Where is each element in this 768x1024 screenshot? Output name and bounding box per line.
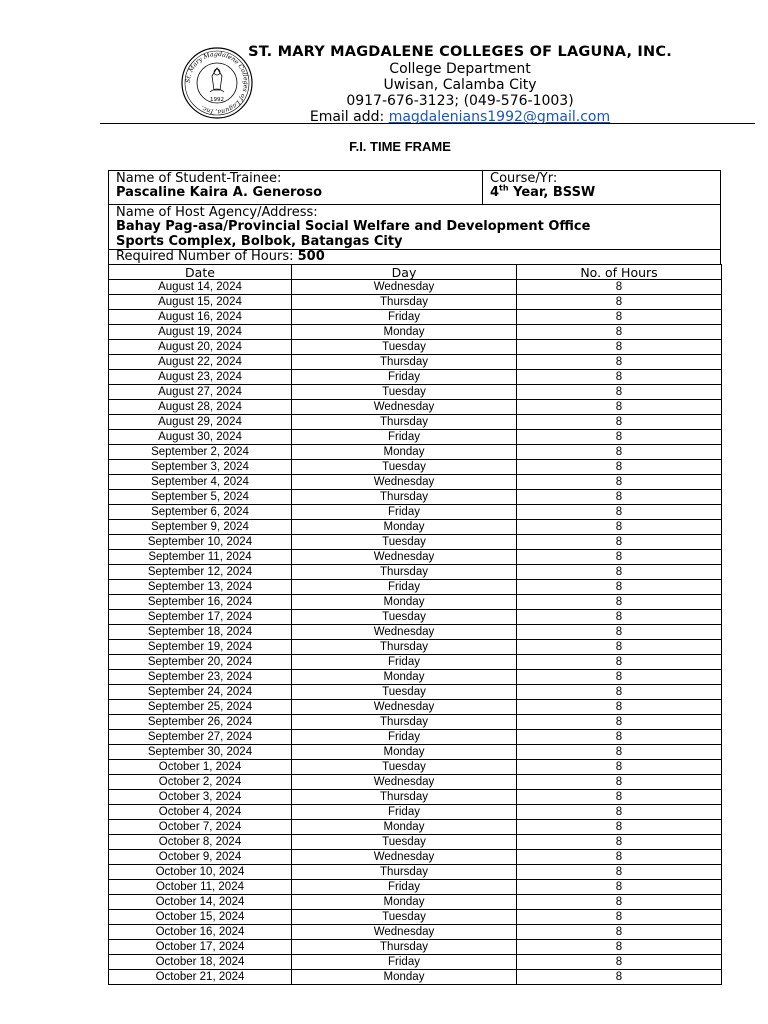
- cell-day: Thursday: [292, 415, 517, 430]
- table-row: [109, 865, 722, 880]
- cell-date: August 28, 2024: [109, 400, 292, 415]
- table-row: [109, 880, 722, 895]
- cell-hours: 8: [517, 610, 722, 625]
- cell-date: October 8, 2024: [109, 835, 292, 850]
- cell-day: Monday: [292, 895, 517, 910]
- cell-day: Friday: [292, 955, 517, 970]
- table-row: [109, 820, 722, 835]
- cell-hours: 8: [517, 415, 722, 430]
- cell-date: August 19, 2024: [109, 325, 292, 340]
- cell-date: September 19, 2024: [109, 640, 292, 655]
- table-row: [109, 730, 722, 745]
- table-row: [109, 475, 722, 490]
- cell-hours: 8: [517, 385, 722, 400]
- cell-hours: 8: [517, 895, 722, 910]
- cell-hours: 8: [517, 400, 722, 415]
- cell-hours: 8: [517, 730, 722, 745]
- cell-date: September 30, 2024: [109, 745, 292, 760]
- cell-date: September 24, 2024: [109, 685, 292, 700]
- cell-hours: 8: [517, 595, 722, 610]
- column-header-day: Day: [292, 265, 517, 280]
- cell-hours: 8: [517, 475, 722, 490]
- contact-phones: 0917-676-3123; (049-576-1003): [346, 93, 574, 109]
- cell-date: October 21, 2024: [109, 970, 292, 985]
- trainee-name-label: Name of Student-Trainee:: [116, 171, 282, 186]
- cell-day: Tuesday: [292, 910, 517, 925]
- cell-date: October 2, 2024: [109, 775, 292, 790]
- cell-hours: 8: [517, 550, 722, 565]
- cell-day: Friday: [292, 580, 517, 595]
- cell-date: September 25, 2024: [109, 700, 292, 715]
- cell-hours: 8: [517, 565, 722, 580]
- table-row: [109, 460, 722, 475]
- table-row: [109, 685, 722, 700]
- table-row: [109, 715, 722, 730]
- cell-day: Thursday: [292, 715, 517, 730]
- cell-date: September 5, 2024: [109, 490, 292, 505]
- table-row: [109, 790, 722, 805]
- cell-hours: 8: [517, 490, 722, 505]
- cell-date: August 20, 2024: [109, 340, 292, 355]
- table-row: [109, 955, 722, 970]
- table-row: [109, 340, 722, 355]
- cell-hours: 8: [517, 670, 722, 685]
- cell-date: October 16, 2024: [109, 925, 292, 940]
- cell-day: Monday: [292, 445, 517, 460]
- schedule-body: [109, 280, 722, 985]
- cell-day: Monday: [292, 970, 517, 985]
- table-row: [109, 625, 722, 640]
- cell-date: September 3, 2024: [109, 460, 292, 475]
- table-row: [109, 670, 722, 685]
- cell-day: Thursday: [292, 790, 517, 805]
- table-row: [109, 430, 722, 445]
- institution-address: Uwisan, Calamba City: [383, 77, 537, 93]
- cell-day: Tuesday: [292, 685, 517, 700]
- cell-date: October 7, 2024: [109, 820, 292, 835]
- cell-day: Wednesday: [292, 850, 517, 865]
- schedule-table: [108, 264, 722, 985]
- cell-day: Monday: [292, 595, 517, 610]
- required-hours-line: [116, 250, 325, 264]
- host-agency-box: [108, 204, 721, 250]
- cell-date: September 4, 2024: [109, 475, 292, 490]
- course-year-label: Course/Yr:: [490, 171, 558, 186]
- cell-date: October 4, 2024: [109, 805, 292, 820]
- cell-date: August 27, 2024: [109, 385, 292, 400]
- header-divider: [100, 123, 755, 124]
- cell-date: October 18, 2024: [109, 955, 292, 970]
- table-row: [109, 610, 722, 625]
- cell-hours: 8: [517, 835, 722, 850]
- cell-hours: 8: [517, 700, 722, 715]
- cell-hours: 8: [517, 535, 722, 550]
- department-name: College Department: [389, 61, 531, 77]
- trainee-name-cell: [109, 171, 483, 204]
- cell-date: August 23, 2024: [109, 370, 292, 385]
- cell-hours: 8: [517, 850, 722, 865]
- cell-hours: 8: [517, 625, 722, 640]
- cell-day: Thursday: [292, 865, 517, 880]
- cell-hours: 8: [517, 430, 722, 445]
- column-header-hours: No. of Hours: [517, 265, 722, 280]
- cell-day: Wednesday: [292, 280, 517, 295]
- cell-day: Friday: [292, 880, 517, 895]
- table-row: [109, 895, 722, 910]
- cell-hours: 8: [517, 790, 722, 805]
- cell-date: September 18, 2024: [109, 625, 292, 640]
- host-agency-label: Name of Host Agency/Address:: [116, 205, 318, 220]
- cell-day: Monday: [292, 745, 517, 760]
- cell-day: Tuesday: [292, 385, 517, 400]
- cell-date: October 17, 2024: [109, 940, 292, 955]
- cell-day: Tuesday: [292, 340, 517, 355]
- email-label: Email add:: [309, 109, 385, 125]
- required-hours-value: 500: [297, 249, 325, 264]
- table-row: [109, 550, 722, 565]
- cell-date: August 22, 2024: [109, 355, 292, 370]
- cell-hours: 8: [517, 820, 722, 835]
- table-row: [109, 295, 722, 310]
- cell-date: September 2, 2024: [109, 445, 292, 460]
- cell-day: Wednesday: [292, 625, 517, 640]
- cell-day: Tuesday: [292, 610, 517, 625]
- cell-day: Thursday: [292, 490, 517, 505]
- cell-hours: 8: [517, 970, 722, 985]
- cell-day: Friday: [292, 805, 517, 820]
- table-row: [109, 745, 722, 760]
- letterhead-text: [240, 44, 680, 125]
- cell-date: August 14, 2024: [109, 280, 292, 295]
- cell-day: Monday: [292, 820, 517, 835]
- cell-date: August 30, 2024: [109, 430, 292, 445]
- table-row: [109, 940, 722, 955]
- cell-day: Friday: [292, 430, 517, 445]
- cell-day: Thursday: [292, 355, 517, 370]
- seal-year: 1992: [210, 97, 224, 103]
- cell-day: Monday: [292, 520, 517, 535]
- email-link[interactable]: magdalenians1992@gmail.com: [388, 109, 611, 125]
- table-row: [109, 370, 722, 385]
- cell-day: Thursday: [292, 295, 517, 310]
- cell-date: October 11, 2024: [109, 880, 292, 895]
- cell-date: August 29, 2024: [109, 415, 292, 430]
- table-row: [109, 325, 722, 340]
- table-row: [109, 445, 722, 460]
- cell-hours: 8: [517, 880, 722, 895]
- cell-hours: 8: [517, 865, 722, 880]
- cell-day: Tuesday: [292, 535, 517, 550]
- cell-date: September 20, 2024: [109, 655, 292, 670]
- cell-day: Tuesday: [292, 835, 517, 850]
- cell-hours: 8: [517, 580, 722, 595]
- table-row: [109, 595, 722, 610]
- cell-hours: 8: [517, 340, 722, 355]
- document-title: F.I. TIME FRAME: [349, 139, 451, 154]
- table-row: [109, 580, 722, 595]
- table-row: [109, 640, 722, 655]
- table-row: [109, 565, 722, 580]
- cell-day: Wednesday: [292, 400, 517, 415]
- table-row: [109, 490, 722, 505]
- cell-date: September 10, 2024: [109, 535, 292, 550]
- cell-day: Friday: [292, 655, 517, 670]
- cell-date: August 16, 2024: [109, 310, 292, 325]
- table-header-row: [109, 265, 722, 280]
- cell-hours: 8: [517, 715, 722, 730]
- cell-hours: 8: [517, 640, 722, 655]
- cell-date: August 15, 2024: [109, 295, 292, 310]
- cell-hours: 8: [517, 370, 722, 385]
- cell-date: October 1, 2024: [109, 760, 292, 775]
- cell-hours: 8: [517, 355, 722, 370]
- cell-hours: 8: [517, 775, 722, 790]
- required-hours-box: [108, 249, 721, 265]
- table-row: [109, 400, 722, 415]
- table-row: [109, 535, 722, 550]
- table-row: [109, 385, 722, 400]
- cell-hours: 8: [517, 760, 722, 775]
- cell-date: September 16, 2024: [109, 595, 292, 610]
- cell-hours: 8: [517, 445, 722, 460]
- cell-day: Wednesday: [292, 475, 517, 490]
- cell-hours: 8: [517, 520, 722, 535]
- cell-date: October 3, 2024: [109, 790, 292, 805]
- trainee-name: Pascaline Kaira A. Generoso: [116, 185, 323, 200]
- cell-day: Tuesday: [292, 460, 517, 475]
- cell-date: September 6, 2024: [109, 505, 292, 520]
- cell-day: Wednesday: [292, 925, 517, 940]
- cell-day: Wednesday: [292, 700, 517, 715]
- cell-hours: 8: [517, 310, 722, 325]
- seal-ring-text: St. Mary Magdalene Colleges of Laguna, Inc.: [184, 50, 250, 116]
- course-year-cell: [483, 171, 720, 204]
- table-row: [109, 775, 722, 790]
- institution-name: ST. MARY MAGDALENE COLLEGES OF LAGUNA, INC.: [248, 44, 672, 60]
- cell-day: Friday: [292, 730, 517, 745]
- cell-date: September 9, 2024: [109, 520, 292, 535]
- cell-date: September 11, 2024: [109, 550, 292, 565]
- table-row: [109, 835, 722, 850]
- cell-date: September 13, 2024: [109, 580, 292, 595]
- host-agency-name: Bahay Pag-asa/Provincial Social Welfare and Development Office: [116, 219, 591, 234]
- course-year-value: 4th Year, BSSW: [490, 183, 596, 200]
- table-row: [109, 910, 722, 925]
- cell-date: October 10, 2024: [109, 865, 292, 880]
- cell-day: Friday: [292, 505, 517, 520]
- cell-date: September 12, 2024: [109, 565, 292, 580]
- cell-day: Thursday: [292, 940, 517, 955]
- table-row: [109, 970, 722, 985]
- cell-date: September 27, 2024: [109, 730, 292, 745]
- trainee-info-box: [108, 170, 721, 205]
- table-row: [109, 805, 722, 820]
- cell-hours: 8: [517, 955, 722, 970]
- cell-date: October 14, 2024: [109, 895, 292, 910]
- cell-day: Thursday: [292, 640, 517, 655]
- cell-hours: 8: [517, 940, 722, 955]
- table-row: [109, 655, 722, 670]
- cell-day: Monday: [292, 325, 517, 340]
- cell-day: Wednesday: [292, 550, 517, 565]
- cell-hours: 8: [517, 280, 722, 295]
- table-row: [109, 505, 722, 520]
- cell-date: September 17, 2024: [109, 610, 292, 625]
- column-header-date: Date: [109, 265, 292, 280]
- cell-day: Tuesday: [292, 760, 517, 775]
- required-hours-label: Required Number of Hours:: [116, 249, 298, 264]
- table-row: [109, 700, 722, 715]
- table-row: [109, 280, 722, 295]
- table-row: [109, 760, 722, 775]
- cell-hours: 8: [517, 925, 722, 940]
- table-row: [109, 925, 722, 940]
- cell-day: Friday: [292, 310, 517, 325]
- cell-hours: 8: [517, 295, 722, 310]
- table-row: [109, 415, 722, 430]
- table-row: [109, 520, 722, 535]
- cell-hours: 8: [517, 505, 722, 520]
- cell-date: October 15, 2024: [109, 910, 292, 925]
- table-row: [109, 850, 722, 865]
- cell-hours: 8: [517, 745, 722, 760]
- cell-hours: 8: [517, 325, 722, 340]
- host-agency-address: Sports Complex, Bolbok, Batangas City: [116, 234, 403, 249]
- cell-date: September 23, 2024: [109, 670, 292, 685]
- letterhead: [0, 0, 768, 128]
- cell-day: Friday: [292, 370, 517, 385]
- cell-day: Wednesday: [292, 775, 517, 790]
- cell-day: Monday: [292, 670, 517, 685]
- cell-hours: 8: [517, 655, 722, 670]
- cell-hours: 8: [517, 910, 722, 925]
- cell-hours: 8: [517, 460, 722, 475]
- table-row: [109, 310, 722, 325]
- cell-hours: 8: [517, 685, 722, 700]
- table-row: [109, 355, 722, 370]
- cell-date: October 9, 2024: [109, 850, 292, 865]
- cell-hours: 8: [517, 805, 722, 820]
- cell-day: Thursday: [292, 565, 517, 580]
- cell-date: September 26, 2024: [109, 715, 292, 730]
